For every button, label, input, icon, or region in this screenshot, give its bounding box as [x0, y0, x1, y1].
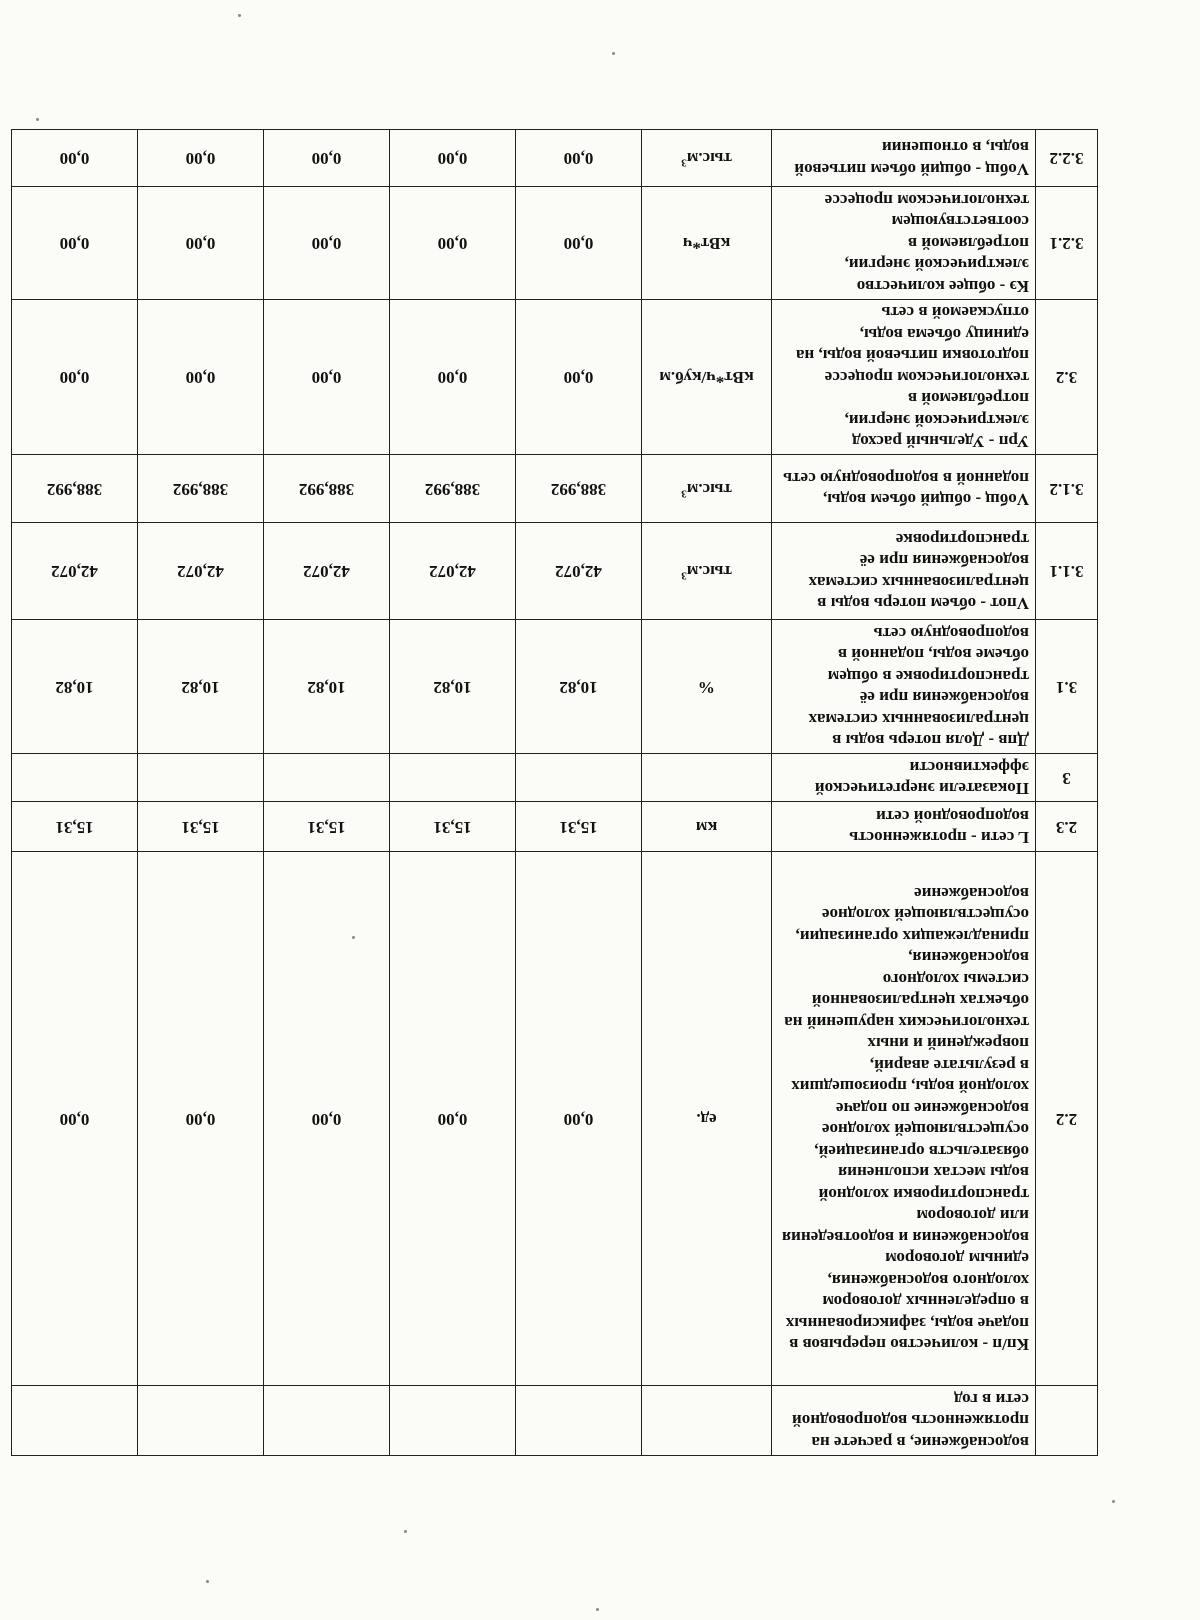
value-cell: 0,00 [516, 130, 642, 187]
scan-speck [612, 52, 615, 55]
row-number: 3.2.2 [1036, 130, 1098, 187]
indicator-name: водоснабжение, в расчете на протяженность водопроводной сети в год [772, 1386, 1036, 1456]
value-cell: 10,82 [264, 620, 390, 754]
value-cell: 0,00 [138, 130, 264, 187]
value-cell: 0,00 [390, 187, 516, 300]
value-cell: 0,00 [12, 130, 138, 187]
table-row-3-1-2 [12, 455, 1098, 523]
table-row-2-2 [12, 852, 1098, 1386]
value-cell [138, 754, 264, 802]
table-body [12, 130, 1098, 1456]
value-cell [516, 1386, 642, 1456]
value-cell: 0,00 [138, 300, 264, 456]
scan-speck [1112, 1500, 1115, 1503]
value-cell: 0,00 [516, 852, 642, 1386]
value-cell: 15,31 [264, 802, 390, 852]
value-cell: 10,82 [390, 620, 516, 754]
unit-superscript: 3 [681, 156, 687, 169]
value-cell: 42,072 [12, 523, 138, 620]
indicator-name: Кэ - общее количество электрической энергии, потребляемой в соответствующем технологическом процессе [772, 187, 1036, 300]
value-cell: 15,31 [390, 802, 516, 852]
value-cell [12, 754, 138, 802]
value-cell: 0,00 [390, 300, 516, 456]
value-cell [516, 754, 642, 802]
unit-cell [642, 187, 772, 300]
value-cell: 0,00 [12, 300, 138, 456]
value-cell: 0,00 [138, 187, 264, 300]
row-number: 3.2.1 [1036, 187, 1098, 300]
unit-label: ед. [696, 1109, 717, 1129]
value-cell: 0,00 [264, 130, 390, 187]
value-cell [390, 754, 516, 802]
indicator-name: Vобщ - общий объем питьевой воды, в отношении [772, 130, 1036, 187]
value-cell: 42,072 [516, 523, 642, 620]
row-number: 2.3 [1036, 802, 1098, 852]
unit-superscript: 3 [681, 487, 687, 500]
row-number: 3.1.1 [1036, 523, 1098, 620]
unit-label: кВт*ч/куб.м [659, 368, 754, 387]
value-cell: 388,992 [390, 455, 516, 523]
table-row-2-3 [12, 802, 1098, 852]
table-row-3-2-2 [12, 130, 1098, 187]
value-cell [138, 1386, 264, 1456]
unit-cell [642, 130, 772, 187]
value-cell [12, 1386, 138, 1456]
value-cell: 388,992 [516, 455, 642, 523]
indicator-name: Урп - Удельный расход электрической энергии, потребляемой в технологическом процессе подготовки питьевой воды, на единицу объема воды, отпускаемой в сеть [772, 300, 1036, 456]
scan-speck [206, 1580, 209, 1583]
value-cell: 0,00 [12, 187, 138, 300]
value-cell: 388,992 [264, 455, 390, 523]
row-number: 3.1 [1036, 620, 1098, 754]
value-cell [264, 1386, 390, 1456]
value-cell: 15,31 [138, 802, 264, 852]
value-cell: 0,00 [390, 130, 516, 187]
unit-label: тыс.м [686, 149, 732, 169]
unit-cell [642, 754, 772, 802]
indicator-name: Показатели энергетической эффективности [772, 754, 1036, 802]
value-cell: 0,00 [390, 852, 516, 1386]
table-row-cont [12, 1386, 1098, 1456]
row-number [1036, 1386, 1098, 1456]
unit-cell [642, 620, 772, 754]
value-cell: 0,00 [12, 852, 138, 1386]
unit-cell [642, 802, 772, 852]
indicator-name: Дпв - Доля потерь воды в централизованных системах водоснабжения при её транспортировке в общем объеме воды, поданной в водопроводную сеть [772, 620, 1036, 754]
value-cell: 388,992 [12, 455, 138, 523]
indicator-name: Vпот - объем потерь воды в централизованных системах водоснабжения при её транспортировке [772, 523, 1036, 620]
scan-speck [404, 1530, 407, 1533]
indicator-name: L сети - протяженность водопроводной сети [772, 802, 1036, 852]
scan-speck [238, 14, 241, 17]
table-row-3-1 [12, 620, 1098, 754]
row-number: 3.2 [1036, 300, 1098, 456]
unit-cell [642, 523, 772, 620]
unit-label: кВт*ч [682, 234, 731, 253]
value-cell: 10,82 [12, 620, 138, 754]
scan-speck [352, 936, 355, 939]
indicator-name: Кп/п - количество перерывов в подаче воды, зафиксированных в определенных договором холодного водоснабжения, единым договором водоснабжения и водоотведения или договором транспортировки холодной воды местах исполнения обязательств организацией, осуществляющей холодное водоснабжение по подаче холодной воды, произошедших в результате аварий, повреждений и иных технологических нарушений на объектах централизованной системы холодного водоснабжения, принадлежащих организации, осуществляющей холодное водоснабжение [772, 852, 1036, 1386]
unit-label: км [695, 817, 718, 837]
scan-speck [36, 118, 39, 121]
unit-superscript: 3 [681, 569, 687, 582]
scan-speck [596, 1608, 599, 1611]
value-cell: 0,00 [264, 852, 390, 1386]
unit-cell [642, 300, 772, 456]
value-cell [390, 1386, 516, 1456]
table-row-3-2 [12, 300, 1098, 456]
indicator-name: Vобщ - общий объем воды, поданной в водопроводную сеть [772, 455, 1036, 523]
value-cell: 10,82 [516, 620, 642, 754]
unit-label: тыс.м [686, 479, 732, 499]
value-cell: 15,31 [516, 802, 642, 852]
value-cell: 0,00 [264, 187, 390, 300]
unit-cell [642, 1386, 772, 1456]
row-number: 3.1.2 [1036, 455, 1098, 523]
indicators-table [11, 130, 1098, 1457]
value-cell [264, 754, 390, 802]
value-cell: 15,31 [12, 802, 138, 852]
unit-cell [642, 455, 772, 523]
unit-cell [642, 852, 772, 1386]
value-cell: 0,00 [138, 852, 264, 1386]
table-row-3-2-1 [12, 187, 1098, 300]
unit-label: тыс.м [686, 562, 732, 582]
value-cell: 0,00 [516, 187, 642, 300]
value-cell: 388,992 [138, 455, 264, 523]
value-cell: 10,82 [138, 620, 264, 754]
value-cell: 0,00 [264, 300, 390, 456]
row-number: 2.2 [1036, 852, 1098, 1386]
value-cell: 42,072 [138, 523, 264, 620]
value-cell: 42,072 [390, 523, 516, 620]
row-number: 3 [1036, 754, 1098, 802]
unit-label: % [698, 677, 715, 697]
value-cell: 42,072 [264, 523, 390, 620]
table-row-3-1-1 [12, 523, 1098, 620]
table-row-3 [12, 754, 1098, 802]
value-cell: 0,00 [516, 300, 642, 456]
